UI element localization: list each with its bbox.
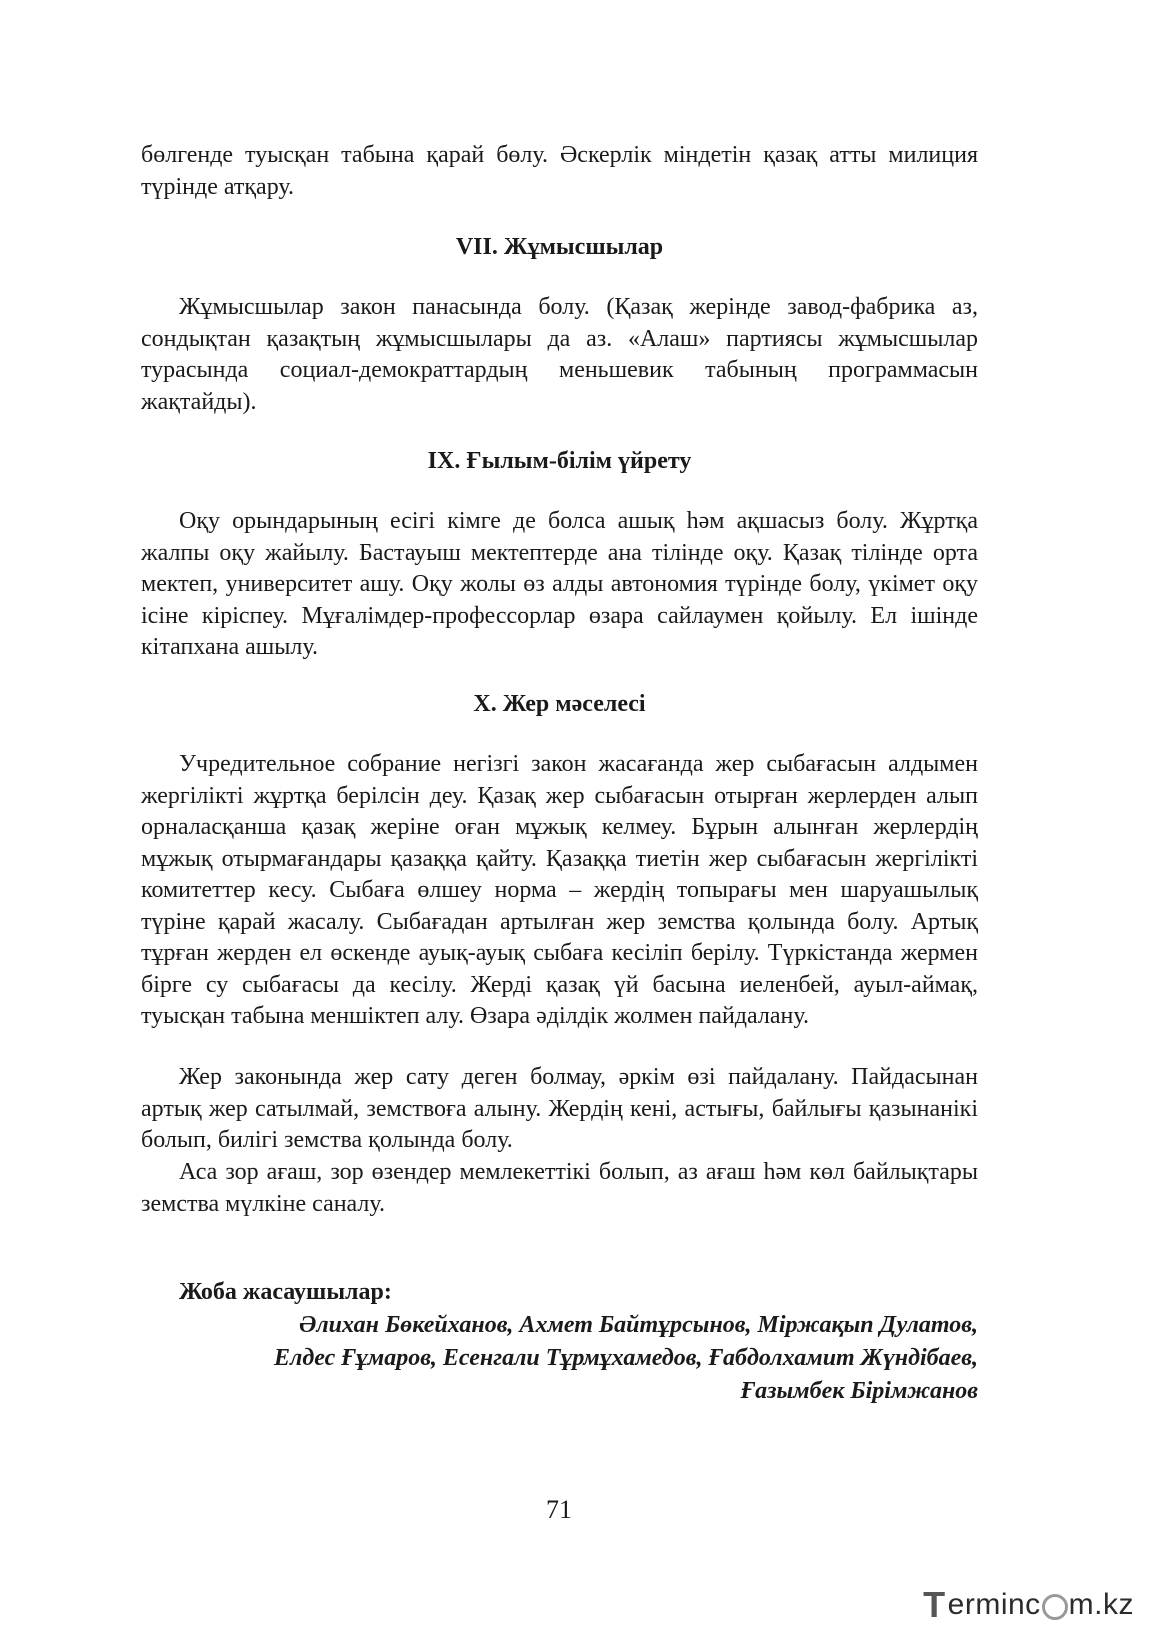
paragraph-workers: Жұмысшылар закон панасында болу. (Қазақ жерінде завод-фабрика аз, сондықтан қазақтың жұмысшылары да аз. «Алаш» партиясы жұмысшылар турасында социал-демократтардың меньшевик табының программасын жақтайды). (141, 294, 978, 415)
termincom-watermark (923, 1584, 1134, 1626)
paragraph-military: бөлгенде туысқан табына қарай бөлу. Әскерлік міндетін қазақ атты милиция түрінде атқару. (141, 142, 978, 200)
page-number: 71 (546, 1495, 572, 1524)
watermark-text-c: c (1025, 1588, 1041, 1621)
signers-line: Елдес Ғұмаров, Есенгали Тұрмұхамедов, Ғабдолхамит Жүндібаев, (274, 1345, 978, 1371)
watermark-t-icon: T (923, 1584, 946, 1625)
watermark-o-icon (1042, 1594, 1068, 1620)
heading-workers: VII. Жұмысшылар (455, 234, 664, 260)
paragraph-education: Оқу орындарының есігі кімге де болса ашық һәм ақшасыз болу. Жұртқа жалпы оқу жайылу. Бастауыш мектептерде ана тілінде оқу. Қазақ тілінде орта мектеп, университет ашу. Оқу жолы өз алды автономия түрінде болу, үкімет оқу ісіне кіріспеу. Мұғалімдер-профессорлар өзара сайлаумен қойылу. Ел ішінде кітапхана ашылу. (141, 508, 978, 660)
watermark-text-prefix: ermin (947, 1588, 1026, 1621)
signers-label: Жоба жасаушылар: (179, 1279, 392, 1305)
paragraph-land-2: Жер законында жер сату деген болмау, әркім өзі пайдалану. Пайдасынан артық жер сатылмай, земствоға алыну. Жердің кені, астығы, байлығы қазынанікі болып, билігі земства қолында болу. (141, 1064, 978, 1153)
heading-education: IX. Ғылым-білім үйрету (427, 448, 692, 474)
signers-line: Ғазымбек Бірімжанов (740, 1378, 978, 1404)
heading-land-question: X. Жер мәселесі (473, 691, 646, 717)
paragraph-land-1: Учредительное собрание негізгі закон жасағанда жер сыбағасын алдымен жергілікті жұртқа берілсін деу. Қазақ жер сыбағасын отырған жерлерден алып орналасқанша қазақ жеріне оған мұжық келмеу. Бұрын алынған жерлердің мұжық отырмағандары қазаққа қайту. Қазаққа тиетін жер сыбағасын жергілікті комитеттер кесу. Сыбаға өлшеу норма – жердің топырағы мен шаруашылық түріне қарай жасалу. Сыбағадан артылған жер земства қолында болу. Артық тұрған жерден ел өскенде ауық-ауық сыбаға кесіліп берілу. Түркістанда жермен бірге су сыбағасы да кесілу. Жерді қазақ үй басына иеленбей, ауыл-аймақ, туысқан табына меншіктеп алу. Өзара әділдік жолмен пайдалану. (141, 751, 978, 1029)
watermark-text-suffix: m.kz (1068, 1588, 1134, 1621)
signers-line: Әлихан Бөкейханов, Ахмет Байтұрсынов, Міржақып Дулатов, (299, 1312, 978, 1338)
signers-list (141, 1309, 978, 1408)
paragraph-land-3: Аса зор ағаш, зор өзендер мемлекеттікі болып, аз ағаш һәм көл байлықтары земства мүлкіне саналу. (141, 1159, 978, 1217)
